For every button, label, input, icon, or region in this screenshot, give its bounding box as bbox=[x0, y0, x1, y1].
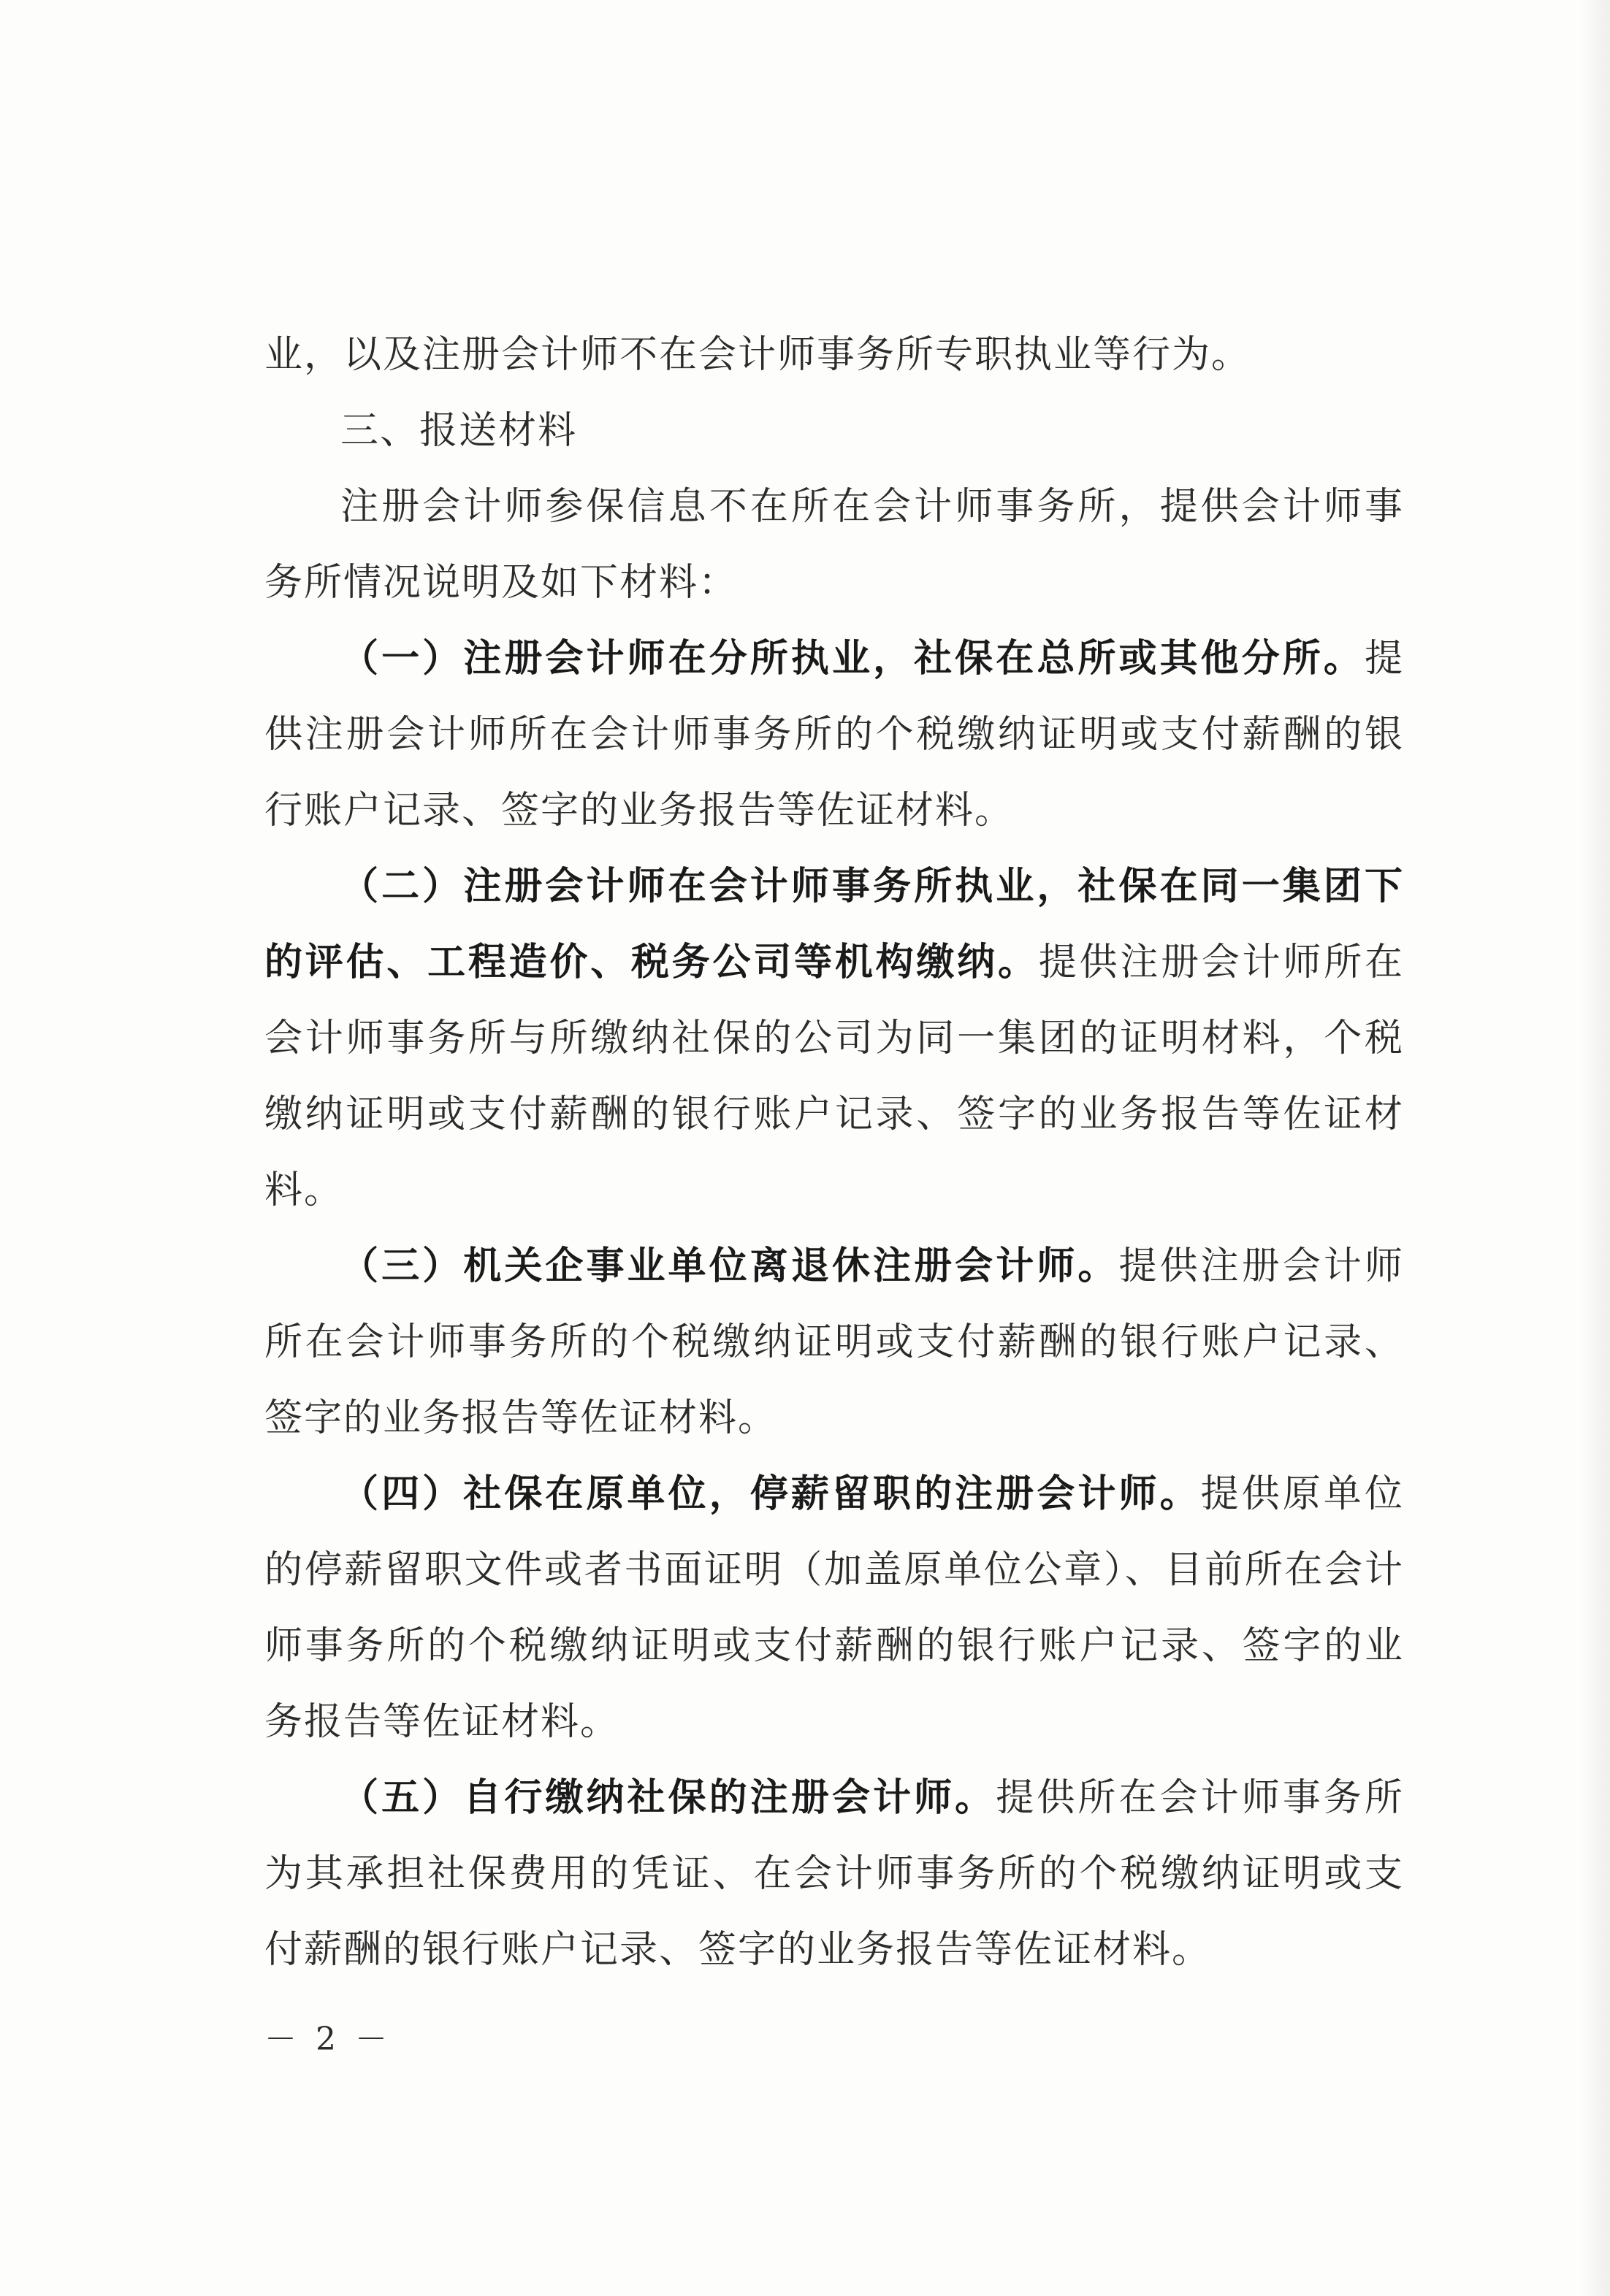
material-item-5 bbox=[264, 1760, 1404, 1988]
material-item-5-title: （五）自行缴纳社保的注册会计师。 bbox=[340, 1776, 996, 1820]
material-item-1 bbox=[264, 621, 1404, 849]
material-item-1-title: （一）注册会计师在分所执业，社保在总所或其他分所。 bbox=[340, 637, 1365, 681]
material-item-2-text: 提供注册会计师所在会计师事务所与所缴纳社保的公司为同一集团的证明材料，个税缴纳证明或支付薪酬的银行账户记录、签字的业务报告等佐证材料。 bbox=[264, 941, 1404, 1212]
material-item-4 bbox=[264, 1456, 1404, 1760]
material-item-3-title: （三）机关企事业单位离退休注册会计师。 bbox=[340, 1244, 1119, 1288]
section-heading: 三、报送材料 bbox=[340, 409, 578, 453]
material-item-4-title: （四）社保在原单位，停薪留职的注册会计师。 bbox=[340, 1472, 1201, 1516]
page-number: － 2 － bbox=[264, 2021, 392, 2058]
material-item-4-text: 提供原单位的停薪留职文件或者书面证明（加盖原单位公章）、目前所在会计师事务所的个税缴纳证明或支付薪酬的银行账户记录、签字的业务报告等佐证材料。 bbox=[264, 1472, 1404, 1744]
material-item-2-title: （二）注册会计师在会计师事务所执业，社保在同一集团下的评估、工程造价、税务公司等机构缴纳。 bbox=[264, 865, 1404, 984]
document-body bbox=[264, 317, 1404, 1988]
material-item-3 bbox=[264, 1228, 1404, 1456]
material-item-1-text: 提供注册会计师所在会计师事务所的个税缴纳证明或支付薪酬的银行账户记录、签字的业务报告等佐证材料。 bbox=[264, 637, 1404, 833]
material-item-3-text: 提供注册会计师所在会计师事务所的个税缴纳证明或支付薪酬的银行账户记录、签字的业务报告等佐证材料。 bbox=[264, 1244, 1404, 1440]
intro-paragraph: 注册会计师参保信息不在所在会计师事务所，提供会计师事务所情况说明及如下材料： bbox=[264, 485, 1404, 605]
material-item-2 bbox=[264, 849, 1404, 1228]
continuation-line: 业，以及注册会计师不在会计师事务所专职执业等行为。 bbox=[264, 333, 1251, 377]
material-item-5-text: 提供所在会计师事务所为其承担社保费用的凭证、在会计师事务所的个税缴纳证明或支付薪酬的银行账户记录、签字的业务报告等佐证材料。 bbox=[264, 1776, 1404, 1972]
